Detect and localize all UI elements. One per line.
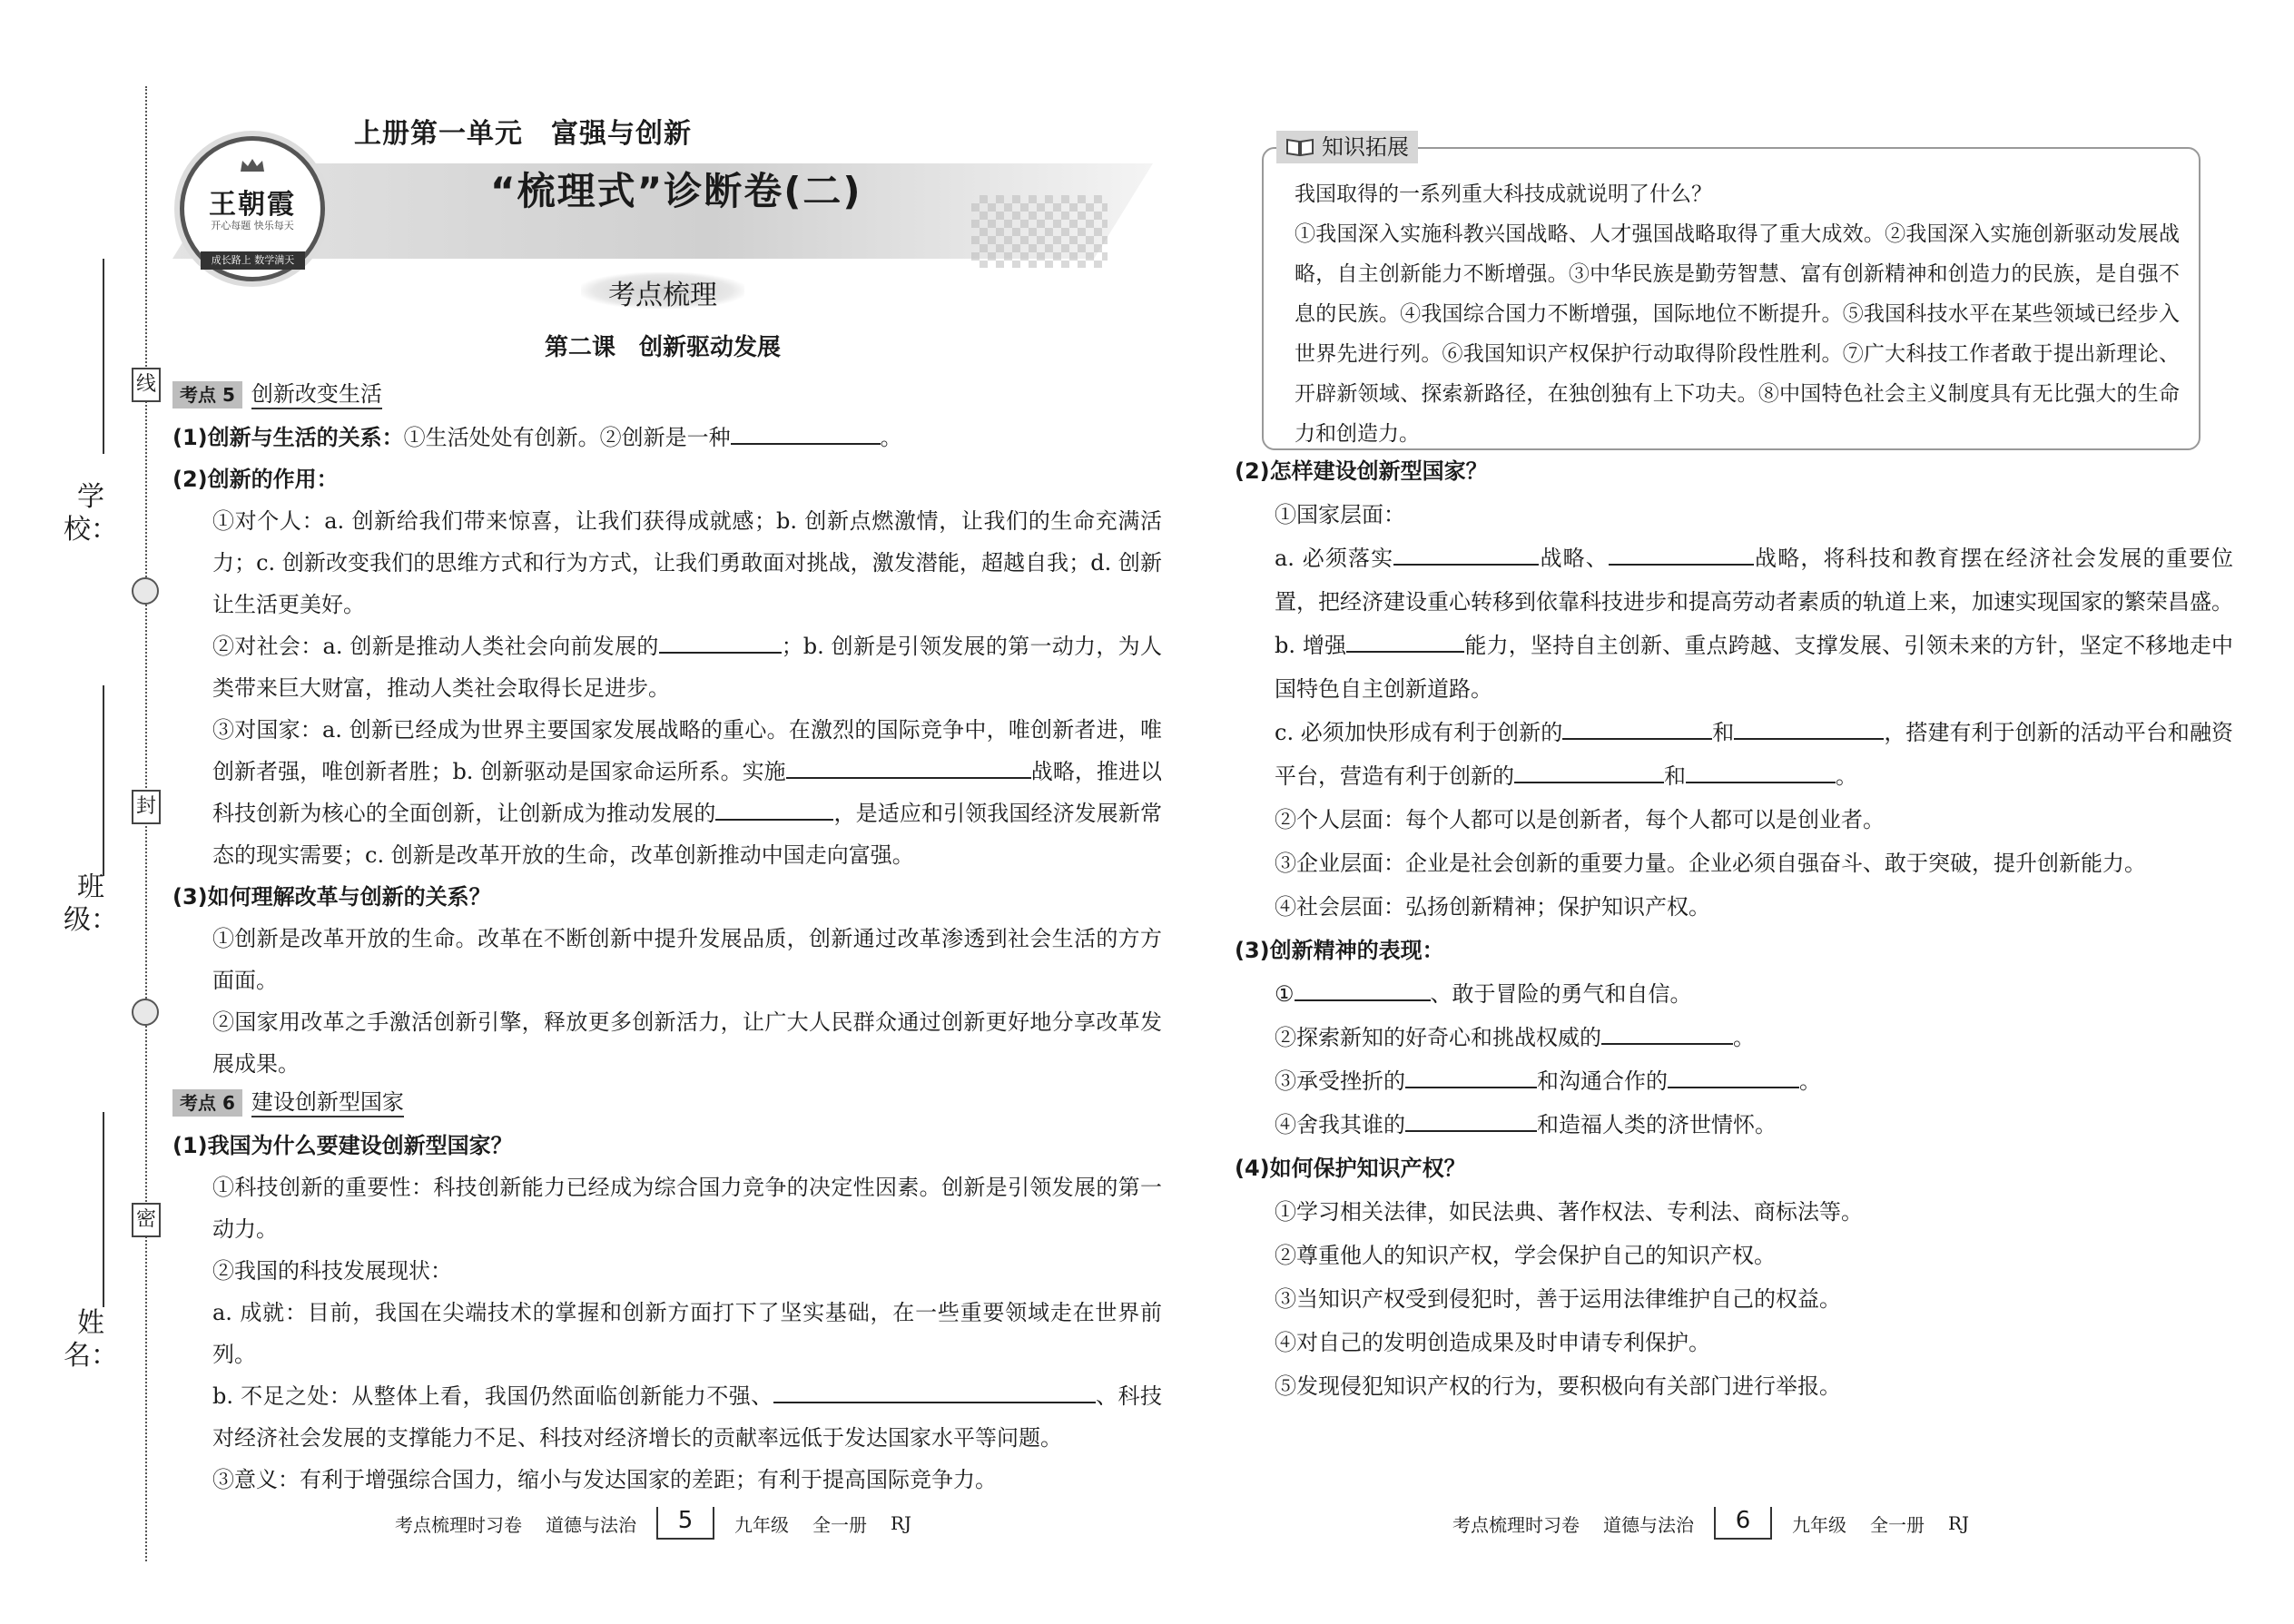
left-content [172, 377, 1162, 1501]
paragraph: ③承受挫折的 和沟通合作的 。 [1235, 1059, 2233, 1103]
paragraph: b. 不足之处：从整体上看，我国仍然面临创新能力不强、 、科技对经济社会发展的支撑能力不足、科技对经济增长的贡献率远低于发达国家水平等问题。 [172, 1375, 1162, 1459]
knowledge-extension-body: 我国取得的一系列重大科技成就说明了什么？ ①我国深入实施科教兴国战略、人才强国战略取得了重大成效。②我国深入实施创新驱动发展战略，自主创新能力不断增强。③中华民族是勤劳智慧、富有创新精神和创造力的民族，是自强不息的民族。④我国综合国力不断增强，国际地位不断提升。⑤我国科技水平在某些领域已经步入世界先进行列。⑥我国知识产权保护行动取得阶段性胜利。⑦广大科技工作者敢于提出新理论、开辟新领域、探索新路径，在独创独有上下功夫。⑧中国特色社会主义制度具有无比强大的生命力和创造力。 [1295, 182, 2180, 446]
topic-tag: 考点 5 [172, 381, 242, 408]
topic-title: 建设创新型国家 [251, 1088, 404, 1117]
answer-blank[interactable] [1346, 625, 1464, 653]
binding-knot [132, 999, 159, 1026]
exam-title: “梳理式”诊断卷(二) [490, 169, 862, 213]
question-4: (1)我国为什么要建设创新型国家？ [172, 1133, 513, 1158]
brand-logo [180, 136, 325, 281]
class-blank [103, 685, 104, 876]
section-title: 考点梳理 [581, 272, 744, 309]
paragraph: c. 必须加快形成有利于创新的 和 ，搭建有利于创新的活动平台和融资平台，营造有利于创新的 和 。 [1235, 711, 2233, 798]
answer-blank[interactable] [1609, 538, 1754, 566]
paragraph: ②尊重他人的知识产权，学会保护自己的知识产权。 [1275, 1243, 1776, 1268]
paragraph: ②我国的科技发展现状： [212, 1258, 452, 1284]
question-3: (3)创新精神的表现： [1235, 938, 1444, 963]
logo-slogan: 成长路上 数学满天 [201, 251, 305, 270]
question-2: (2)怎样建设创新型国家？ [1235, 458, 1488, 484]
paragraph: ④社会层面：弘扬创新精神；保护知识产权。 [1275, 894, 1710, 920]
answer-blank[interactable] [786, 752, 1031, 779]
knowledge-extension-header: 知识拓展 [1276, 131, 1418, 163]
paragraph: ①创新是改革开放的生命。改革在不断创新中提升发展品质，创新通过改革渗透到社会生活的方方面面。 [212, 926, 1162, 993]
seal-mark-seal: 封 [132, 790, 161, 824]
paragraph: ①学习相关法律，如民法典、著作权法、专利法、商标法等。 [1275, 1199, 1863, 1225]
right-footer: 考点梳理时习卷 道德与法治 6 九年级 全一册 RJ [1452, 1507, 1969, 1540]
right-content [1235, 449, 2233, 1408]
class-label: 班级： [64, 871, 118, 936]
checker-decoration [971, 195, 1108, 268]
answer-blank[interactable] [1405, 1061, 1537, 1088]
paragraph: ③意义：有利于增强综合国力，缩小与发达国家的差距；有利于提高国际竞争力。 [212, 1467, 997, 1492]
paragraph: ①对个人：a. 创新给我们带来惊喜，让我们获得成就感；b. 创新点燃激情，让我们的生命充满活力；c. 创新改变我们的思维方式和行为方式，让我们勇敢面对挑战，激发潜能，超越自我；d. 创新让生活更美好。 [212, 508, 1162, 617]
answer-blank[interactable] [1686, 756, 1836, 783]
unit-title: 上册第一单元 富强与创新 [354, 118, 692, 150]
question-2: (2)创新的作用： [172, 467, 339, 492]
paragraph: ②对社会：a. 创新是推动人类社会向前发展的 ；b. 创新是引领发展的第一动力，为人类带来巨大财富，推动人类社会取得长足进步。 [172, 625, 1162, 709]
logo-name: 王朝霞 [209, 189, 296, 221]
question-1: (1)创新与生活的关系：①生活处处有创新。②创新是一种 。 [172, 417, 1162, 458]
paragraph: ②国家用改革之手激活创新引擎，释放更多创新活力，让广大人民群众通过创新更好地分享改革发展成果。 [212, 1009, 1162, 1077]
answer-blank[interactable] [1668, 1061, 1799, 1088]
knowledge-extension-box [1262, 134, 2200, 450]
title-banner [172, 118, 1162, 266]
question-label: (1)创新与生活的关系： [172, 425, 404, 450]
book-icon [1285, 137, 1314, 157]
right-page [1235, 127, 2233, 1598]
paragraph: ③当知识产权受到侵犯时，善于运用法律维护自己的权益。 [1275, 1286, 1841, 1312]
seal-mark-line: 线 [132, 368, 161, 402]
seal-mark-secret: 密 [132, 1203, 161, 1237]
school-blank [103, 259, 104, 454]
answer-blank[interactable] [1295, 974, 1431, 1001]
topic-6-header [172, 1085, 1162, 1121]
paragraph: ③对国家：a. 创新已经成为世界主要国家发展战略的重心。在激烈的国际竞争中，唯创新者进，唯创新者强，唯创新者胜；b. 创新驱动是国家命运所系。实施 战略，推进以科技创新为核心的全面创新，让创新成为推动发展的 ，是适应和引领我国经济发展新常态的现实需要；c. 创新是改革开放的生命，改革创新推动中国走向富强。 [212, 717, 1163, 868]
paragraph: ①科技创新的重要性：科技创新能力已经成为综合国力竞争的决定性因素。创新是引领发展的第一动力。 [212, 1175, 1162, 1242]
paragraph: ①国家层面： [1275, 502, 1405, 527]
name-label: 姓名： [64, 1307, 118, 1372]
answer-blank[interactable] [1562, 713, 1712, 740]
paragraph: ④对自己的发明创造成果及时申请专利保护。 [1275, 1330, 1710, 1355]
paragraph: ②个人层面：每个人都可以是创新者，每个人都可以是创业者。 [1275, 807, 1885, 832]
topic-tag: 考点 6 [172, 1089, 242, 1117]
answer-blank[interactable] [659, 626, 782, 654]
paragraph: ②探索新知的好奇心和挑战权威的 。 [1235, 1016, 2233, 1059]
left-footer: 考点梳理时习卷 道德与法治 5 九年级 全一册 RJ [395, 1507, 911, 1540]
answer-blank[interactable] [1601, 1018, 1733, 1045]
binding-knot [132, 577, 159, 605]
page-number: 6 [1714, 1507, 1772, 1540]
paragraph: ③企业层面：企业是社会创新的重要力量。企业必须自强奋斗、敢于突破，提升创新能力。 [1275, 851, 2146, 876]
left-page [172, 118, 1162, 1598]
topic-title: 创新改变生活 [251, 380, 382, 409]
paragraph: ① 、敢于冒险的勇气和自信。 [1235, 972, 2233, 1016]
paragraph: a. 必须落实 战略、 战略，将科技和教育摆在经济社会发展的重要位置，把经济建设重心转移到依靠科技进步和提高劳动者素质的轨道上来，加速实现国家的繁荣昌盛。 [1235, 536, 2233, 624]
logo-subtitle: 开心每题 快乐每天 [211, 220, 294, 231]
paragraph: ④舍我其谁的 和造福人类的济世情怀。 [1235, 1103, 2233, 1147]
crown-icon [239, 157, 266, 173]
school-label: 学校： [64, 481, 118, 546]
paragraph: a. 成就：目前，我国在尖端技术的掌握和创新方面打下了坚实基础，在一些重要领域走在世界前列。 [212, 1300, 1162, 1367]
name-blank [103, 1112, 104, 1307]
answer-blank[interactable] [731, 418, 881, 445]
page-number: 5 [656, 1507, 714, 1540]
lesson-title: 第二课 创新驱动发展 [545, 334, 782, 361]
paragraph: b. 增强 能力，坚持自主创新、重点跨越、支撑发展、引领未来的方针，坚定不移地走中国特色自主创新道路。 [1235, 624, 2233, 711]
answer-blank[interactable] [1393, 538, 1539, 566]
answer-blank[interactable] [1734, 713, 1884, 740]
question-4: (4)如何保护知识产权？ [1235, 1156, 1466, 1181]
answer-blank[interactable] [773, 1376, 1096, 1403]
paragraph: ⑤发现侵犯知识产权的行为，要积极向有关部门进行举报。 [1275, 1373, 1841, 1399]
answer-blank[interactable] [715, 793, 833, 821]
question-3: (3)如何理解改革与创新的关系？ [172, 884, 491, 910]
answer-blank[interactable] [1514, 756, 1664, 783]
topic-5-header [172, 377, 1162, 413]
answer-blank[interactable] [1405, 1105, 1537, 1132]
